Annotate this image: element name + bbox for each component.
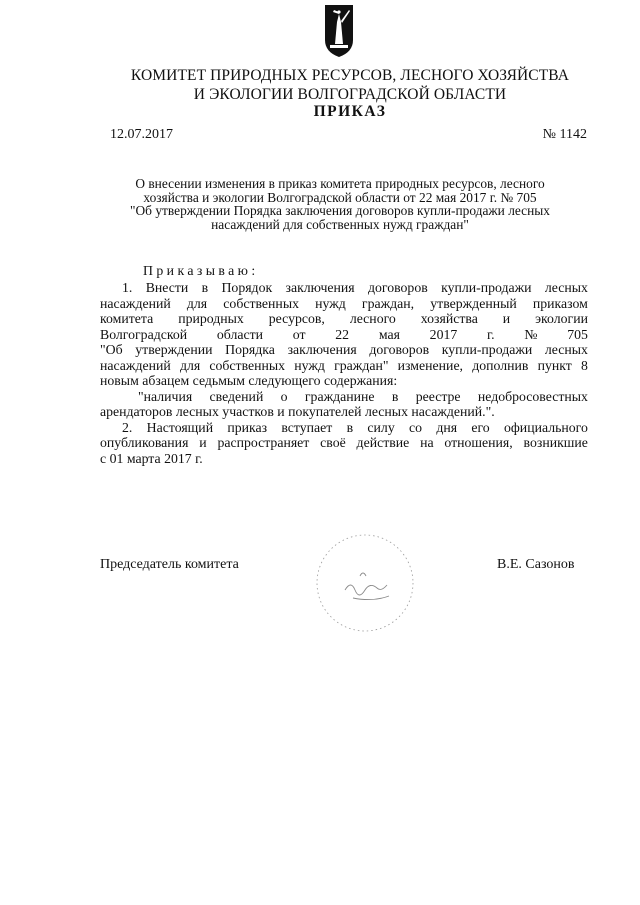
word: собственных xyxy=(223,295,299,311)
word: изменение, xyxy=(397,357,464,373)
word: № xyxy=(524,326,538,342)
word: природных xyxy=(178,311,244,326)
word: заключения xyxy=(287,342,357,357)
word: ресурсов, xyxy=(268,311,325,326)
paragraph-1-line xyxy=(100,311,588,327)
word: насаждений xyxy=(100,295,171,311)
word: нужд xyxy=(315,295,346,311)
word: возникшие xyxy=(523,435,588,450)
word: 705 xyxy=(567,326,588,342)
word: Волгоградской xyxy=(100,326,188,342)
word: силу xyxy=(367,419,395,435)
word: утвержденный xyxy=(430,295,517,311)
word: от xyxy=(292,326,306,342)
handwritten-signature-icon xyxy=(305,528,425,638)
word: сведений xyxy=(209,388,264,404)
word: купли-продажи xyxy=(441,342,533,357)
word: купли-продажи xyxy=(441,280,532,295)
word: Порядка xyxy=(225,342,275,357)
paragraph-1-line xyxy=(100,296,588,312)
word: отношения, xyxy=(444,435,513,450)
word: граждан" xyxy=(334,357,389,373)
word: реестре xyxy=(415,388,461,404)
word: области xyxy=(216,326,264,342)
word: приказ xyxy=(227,419,268,435)
word: гражданине xyxy=(304,388,375,404)
word: в xyxy=(346,419,354,435)
word: комитета xyxy=(100,311,154,326)
word: 2. xyxy=(122,419,133,435)
document-date: 12.07.2017 xyxy=(110,127,173,142)
word: недобросовестных xyxy=(477,388,588,404)
word: дня xyxy=(436,419,458,435)
quote-line xyxy=(100,389,588,405)
document-subject xyxy=(80,177,600,231)
word: г. xyxy=(487,326,495,342)
word: Внести xyxy=(145,280,189,295)
word: о xyxy=(280,388,288,404)
word: для xyxy=(179,357,201,373)
word: опубликования xyxy=(100,435,189,450)
paragraph-1-line: новым абзацем седьмым следующего содержания: xyxy=(100,373,398,388)
word: на xyxy=(420,435,434,450)
paragraph-2-line xyxy=(100,420,588,436)
volgograd-coat-of-arms-icon xyxy=(323,4,355,58)
org-line-2: И ЭКОЛОГИИ ВОЛГОГРАДСКОЙ ОБЛАСТИ xyxy=(193,86,507,103)
word: 8 xyxy=(580,357,588,373)
organization-name xyxy=(100,66,600,104)
word: "Об xyxy=(100,342,123,357)
paragraph-1-line xyxy=(100,327,588,343)
word: договоров xyxy=(369,342,430,357)
word: договоров xyxy=(367,280,428,295)
word: для xyxy=(186,295,208,311)
subject-line: хозяйства и экологии Волгоградской области от 22 мая 2017 г. № 705 xyxy=(143,189,537,205)
word: лесного xyxy=(349,311,396,326)
word: граждан, xyxy=(361,295,415,311)
word: утверждении xyxy=(135,342,213,357)
word: лесных xyxy=(544,280,588,295)
word: в xyxy=(201,280,209,295)
paragraph-1-line xyxy=(100,280,588,296)
word: вступает xyxy=(281,419,333,435)
subject-line: "Об утверждении Порядка заключения договоров купли-продажи лесных xyxy=(130,203,550,219)
word: 1. xyxy=(122,280,133,295)
document-type: ПРИКАЗ xyxy=(313,103,387,120)
word: мая xyxy=(378,326,400,342)
word: экологии xyxy=(535,311,588,326)
word: 2017 xyxy=(429,326,458,342)
word: "наличия xyxy=(138,388,193,404)
word: 22 xyxy=(335,326,350,342)
word: дополнив xyxy=(472,357,529,373)
document-body xyxy=(100,280,588,466)
word: своё xyxy=(320,435,346,450)
word: его xyxy=(471,419,490,435)
word: распространяет xyxy=(217,435,310,450)
word: собственных xyxy=(209,357,286,373)
word: хозяйства xyxy=(420,311,478,326)
word: и xyxy=(199,435,207,450)
subject-line: насаждений для собственных нужд граждан" xyxy=(211,216,469,232)
word: Порядок xyxy=(221,280,273,295)
word: приказом xyxy=(532,295,588,311)
word: Настоящий xyxy=(146,419,214,435)
word: и xyxy=(502,311,511,326)
subject-line: О внесении изменения в приказ комитета природных ресурсов, лесного xyxy=(135,176,545,191)
word: со xyxy=(409,419,423,435)
org-line-1: КОМИТЕТ ПРИРОДНЫХ РЕСУРСОВ, ЛЕСНОГО ХОЗЯЙСТВА xyxy=(130,67,570,84)
word: нужд xyxy=(294,357,325,373)
paragraph-1-line xyxy=(100,358,588,374)
word: насаждений xyxy=(100,357,171,373)
paragraph-2-line: с 01 марта 2017 г. xyxy=(100,450,203,466)
word: в xyxy=(391,388,399,404)
word: действие xyxy=(356,435,410,450)
signatory-title: Председатель комитета xyxy=(100,557,239,572)
word: лесных xyxy=(544,342,588,357)
word: заключения xyxy=(285,280,355,295)
order-directive: Приказываю: xyxy=(143,263,259,278)
paragraph-2-line xyxy=(100,435,588,451)
signatory-name: В.Е. Сазонов xyxy=(497,557,575,572)
quote-line: арендаторов лесных участков и покупателей лесных насаждений.". xyxy=(100,404,495,419)
word: пункт xyxy=(537,357,572,373)
word: официального xyxy=(503,419,588,435)
document-number: № 1142 xyxy=(542,127,587,142)
paragraph-1-line xyxy=(100,342,588,358)
